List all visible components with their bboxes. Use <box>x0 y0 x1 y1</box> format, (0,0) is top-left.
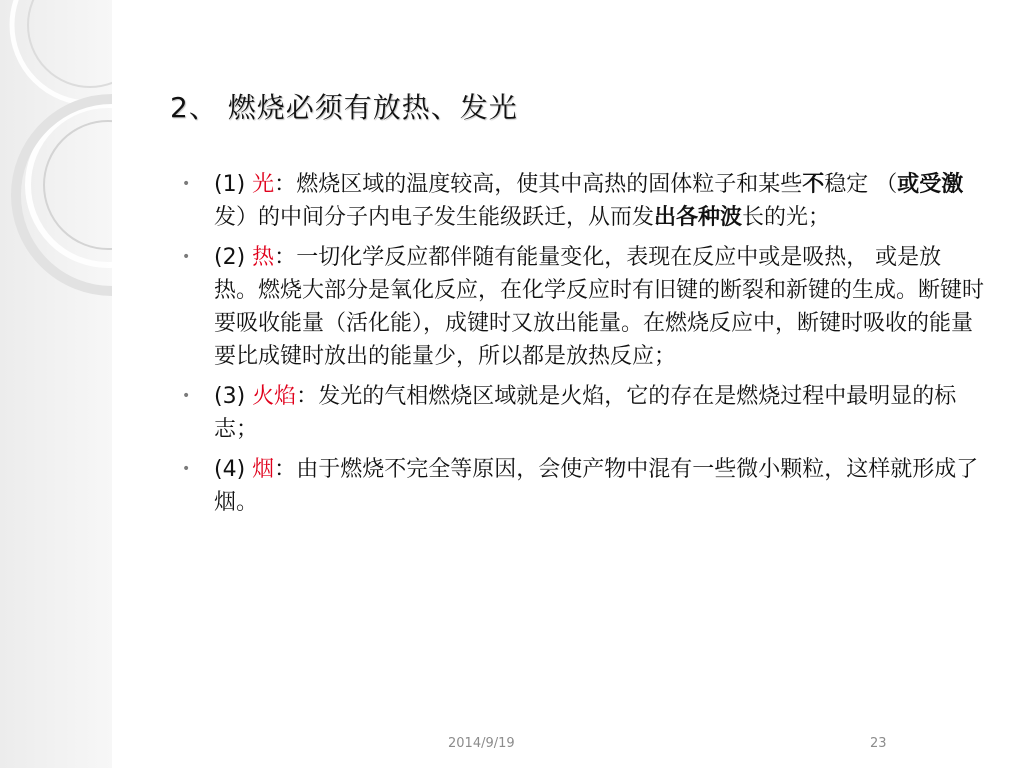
bullet-number: (2) <box>214 245 253 270</box>
footer-date: 2014/9/19 <box>448 736 515 751</box>
bullet-text: 一切化学反应都伴随有能量变化，表现在反应中或是吸热， 或是放热。燃烧大部分是氧化反应，在化学反应时有旧键的断裂和新键的生成。断键时要吸收能量（活化能），成键时又放出能量。在燃烧反应中，断键时吸收的能量要比成键时放出的能量少，所以都是放热反应； <box>214 245 985 369</box>
bullet-text: 长的光； <box>742 205 831 230</box>
bullet-item <box>174 241 984 373</box>
decorative-sidebar <box>0 0 112 768</box>
bullet-number: (1) <box>214 172 253 197</box>
bullet-text: 或受激 <box>897 172 964 197</box>
slide-content <box>112 0 1024 768</box>
bullet-item <box>174 380 984 446</box>
bullet-text: 发光的气相燃烧区域就是火焰，它的存在是燃烧过程中最明显的标志； <box>214 384 957 442</box>
bullet-label: 光 <box>252 172 275 197</box>
bullet-marker: • <box>182 249 191 265</box>
bullet-separator: ： <box>274 457 297 482</box>
bullet-marker: • <box>182 461 191 477</box>
bullet-marker: • <box>182 176 191 192</box>
bullet-text: 发）的中间分子内电子发生能级跃迁，从而发 <box>214 205 655 230</box>
bullet-marker: • <box>182 388 191 404</box>
bullet-label: 热 <box>252 245 275 270</box>
bullet-label: 烟 <box>252 457 275 482</box>
bullet-separator: ： <box>296 384 319 409</box>
bullet-number: (3) <box>214 384 253 409</box>
bullet-number: (4) <box>214 457 253 482</box>
bullet-list <box>174 168 984 526</box>
bullet-separator: ： <box>274 245 297 270</box>
footer-page-number: 23 <box>870 736 887 751</box>
bullet-text: 稳定 （ <box>824 172 898 197</box>
bullet-label: 火焰 <box>252 384 297 409</box>
decorative-circles <box>0 0 112 768</box>
bullet-text: 由于燃烧不完全等原因，会使产物中混有一些微小颗粒，这样就形成了烟。 <box>214 457 979 515</box>
bullet-text: 燃烧区域的温度较高，使其中高热的固体粒子和某些 <box>296 172 803 197</box>
bullet-item <box>174 453 984 519</box>
bullet-item <box>174 168 984 234</box>
bullet-text: 出各种波 <box>654 205 743 230</box>
slide-title: 2、 燃烧必须有放热、发光 <box>170 91 518 124</box>
bullet-separator: ： <box>274 172 297 197</box>
bullet-text: 不 <box>802 172 825 197</box>
